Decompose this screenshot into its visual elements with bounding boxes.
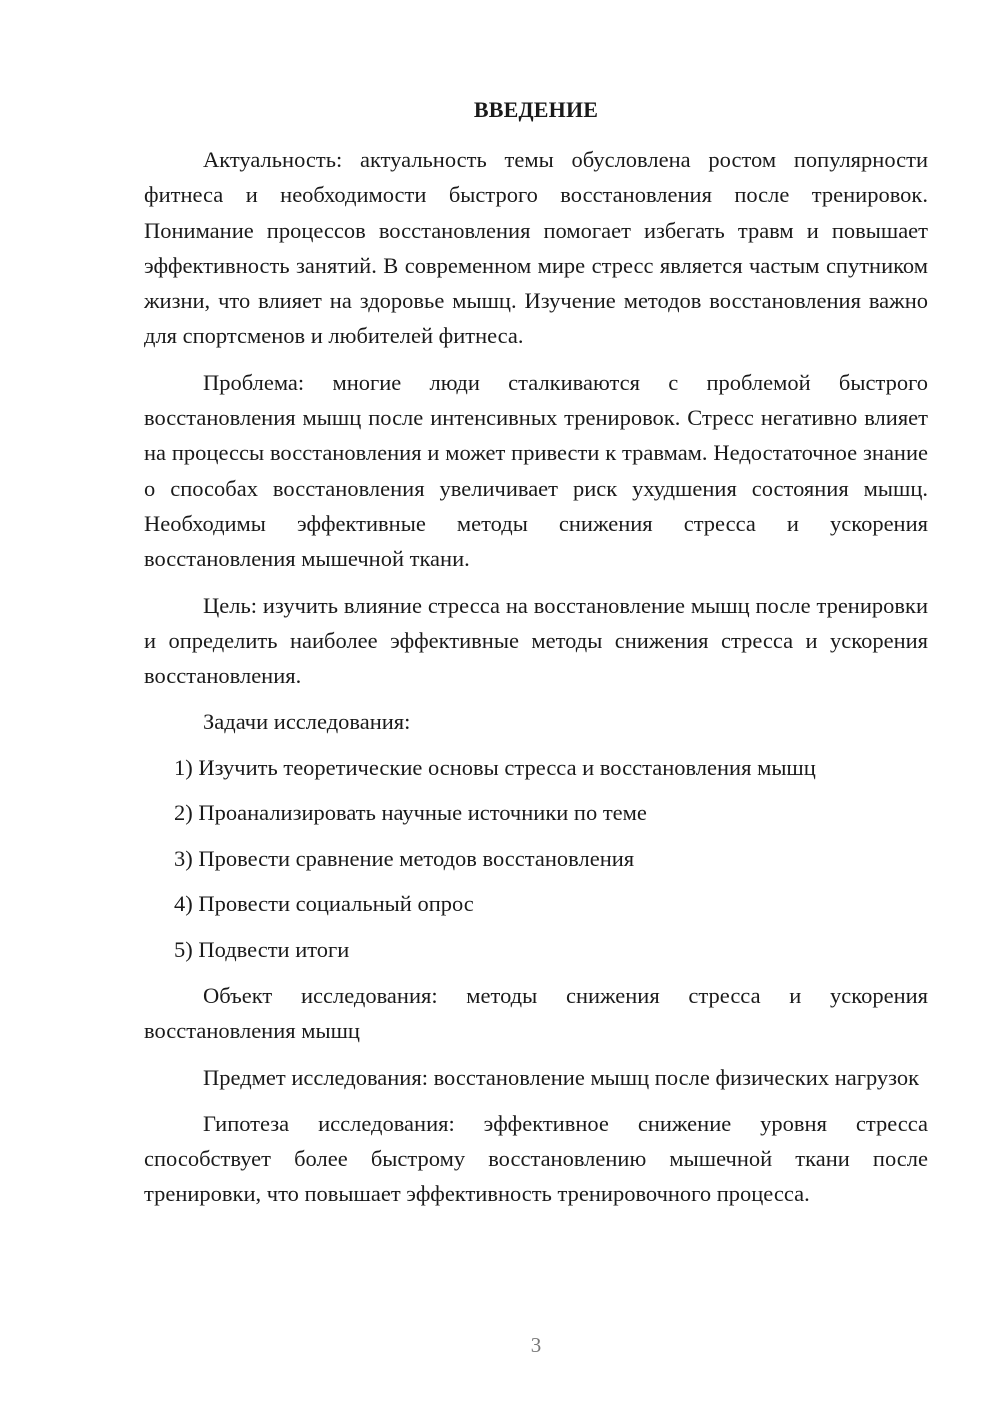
tasks-heading: Задачи исследования: xyxy=(203,709,411,735)
tasks-list xyxy=(144,750,928,967)
subject-paragraph: Предмет исследования: восстановление мышц после физических нагрузок xyxy=(203,1064,920,1090)
task-item: 2) Проанализировать научные источники по теме xyxy=(174,800,647,826)
hypothesis-paragraph: Гипотеза исследования: эффективное снижение уровня стресса способствует более быстрому восстановлению мышечной ткани после тренировки, что повышает эффективность тренировочного процесса. xyxy=(144,1110,928,1207)
task-item: 1) Изучить теоретические основы стресса и восстановления мышц xyxy=(174,754,816,780)
task-item: 4) Провести социальный опрос xyxy=(174,891,474,917)
task-item: 5) Подвести итоги xyxy=(174,936,350,962)
page-title: ВВЕДЕНИЕ xyxy=(473,97,599,122)
page-number: 3 xyxy=(530,1333,542,1357)
actuality-paragraph: Актуальность: актуальность темы обусловлена ростом популярности фитнеса и необходимости быстрого восстановления после тренировок. Понимание процессов восстановления помогает избегать травм и повышает эффективность занятий. В современном мире стресс является частым спутником жизни, что влияет на здоровье мышц. Изучение методов восстановления важно для спортсменов и любителей фитнеса. xyxy=(144,147,928,349)
object-paragraph: Объект исследования: методы снижения стресса и ускорения восстановления мышц xyxy=(144,982,928,1044)
document-page xyxy=(144,95,928,1212)
problem-paragraph: Проблема: многие люди сталкиваются с проблемой быстрого восстановления мышц после интенсивных тренировок. Стресс негативно влияет на процессы восстановления и может привести к травмам. Недостаточное знание о способах восстановления увеличивает риск ухудшения состояния мышц. Необходимы эффективные методы снижения стресса и ускорения восстановления мышечной ткани. xyxy=(144,369,928,572)
task-item: 3) Провести сравнение методов восстановления xyxy=(174,845,635,871)
goal-paragraph: Цель: изучить влияние стресса на восстановление мышц после тренировки и определить наиболее эффективные методы снижения стресса и ускорения восстановления. xyxy=(144,592,928,689)
